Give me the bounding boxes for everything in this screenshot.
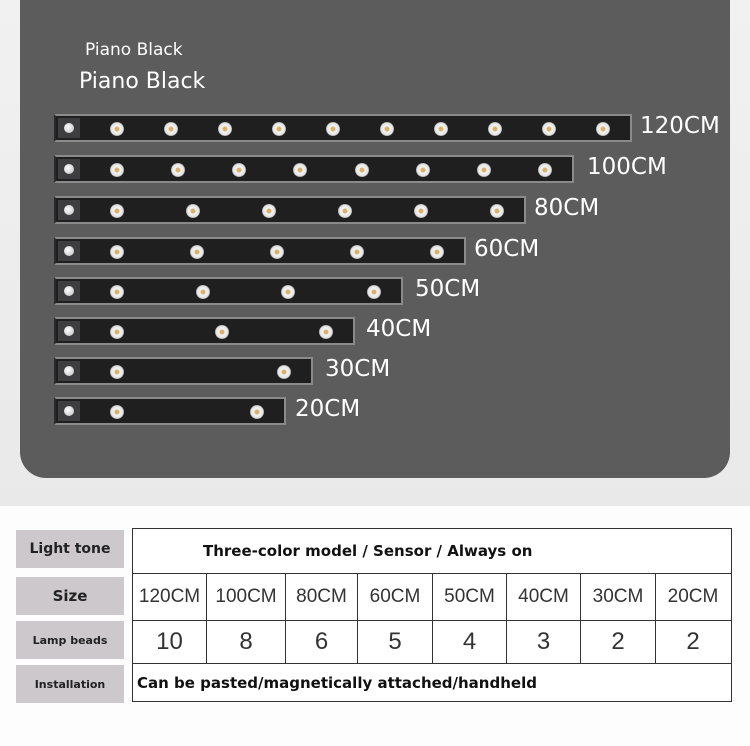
sensor-dot-icon: [64, 366, 74, 376]
color-title-small: Piano Black: [85, 40, 183, 60]
lamp-beads-cell: 6: [286, 621, 358, 663]
size-cell: 80CM: [286, 574, 358, 620]
size-label: 80CM: [534, 195, 600, 221]
light-bar-body: [54, 196, 526, 224]
sensor-endcap-icon: [58, 200, 80, 220]
led-bead-icon: [277, 365, 291, 379]
lamp-beads-cell: 2: [686, 628, 700, 655]
size-cell: 60CM: [358, 574, 433, 620]
sensor-endcap-icon: [58, 361, 80, 381]
led-bead-icon: [250, 405, 264, 419]
led-bead-icon: [110, 365, 124, 379]
led-bead-icon: [186, 204, 200, 218]
led-bead-icon: [232, 163, 246, 177]
led-bead-icon: [281, 285, 295, 299]
led-bead-icon: [110, 245, 124, 259]
lamp-beads-cell: 4: [433, 621, 507, 663]
lamp-beads-cell: 8: [207, 621, 286, 663]
led-bead-icon: [367, 285, 381, 299]
light-bar-body: [54, 155, 574, 183]
size-label: 40CM: [366, 316, 432, 342]
sensor-endcap-icon: [58, 321, 80, 341]
light-bar-body: [54, 397, 286, 425]
size-label: 60CM: [474, 236, 540, 262]
label-lamp-beads: Lamp beads: [16, 621, 124, 659]
lamp-beads-row: [133, 620, 731, 663]
led-bead-icon: [430, 245, 444, 259]
size-label: 120CM: [640, 113, 720, 139]
sensor-endcap-icon: [58, 281, 80, 301]
led-bead-icon: [110, 163, 124, 177]
led-bead-icon: [416, 163, 430, 177]
led-bead-icon: [434, 122, 448, 136]
led-bead-icon: [215, 325, 229, 339]
led-bead-icon: [270, 245, 284, 259]
led-bead-icon: [319, 325, 333, 339]
sensor-dot-icon: [64, 164, 74, 174]
led-bead-icon: [477, 163, 491, 177]
size-label: 50CM: [415, 276, 481, 302]
led-bead-icon: [262, 204, 276, 218]
lamp-beads-cell: 5: [358, 621, 433, 663]
led-bead-icon: [164, 122, 178, 136]
sensor-dot-icon: [64, 205, 74, 215]
installation-row: [133, 663, 731, 701]
led-bead-icon: [538, 163, 552, 177]
sensor-endcap-icon: [58, 159, 80, 179]
label-light-tone: Light tone: [16, 530, 124, 568]
size-cell: 100CM: [207, 574, 286, 620]
label-installation: Installation: [16, 665, 124, 703]
led-bead-icon: [488, 122, 502, 136]
led-bead-icon: [542, 122, 556, 136]
light-bar-body: [54, 277, 403, 305]
lamp-beads-cell: 3: [507, 621, 581, 663]
led-bead-icon: [218, 122, 232, 136]
led-bead-icon: [326, 122, 340, 136]
light-tone-value: Three-color model / Sensor / Always on: [203, 542, 533, 560]
led-bead-icon: [380, 122, 394, 136]
size-label: 20CM: [295, 396, 361, 422]
led-bead-icon: [171, 163, 185, 177]
led-bead-icon: [110, 122, 124, 136]
color-title-large: Piano Black: [79, 69, 206, 94]
led-bead-icon: [196, 285, 210, 299]
size-row: [133, 573, 731, 620]
led-bead-icon: [110, 285, 124, 299]
size-cell: 20CM: [667, 586, 719, 607]
led-bead-icon: [110, 204, 124, 218]
light-bar-body: [54, 357, 313, 385]
light-bar-body: [54, 114, 632, 142]
sensor-dot-icon: [64, 286, 74, 296]
label-size: Size: [16, 577, 124, 615]
spec-table: [132, 528, 732, 702]
led-bead-icon: [338, 204, 352, 218]
sensor-endcap-icon: [58, 118, 80, 138]
led-bead-icon: [490, 204, 504, 218]
sensor-dot-icon: [64, 406, 74, 416]
led-bead-icon: [355, 163, 369, 177]
size-cell: 40CM: [507, 574, 581, 620]
sensor-dot-icon: [64, 123, 74, 133]
sensor-endcap-icon: [58, 241, 80, 261]
led-bead-icon: [110, 325, 124, 339]
size-cell: 120CM: [133, 574, 207, 620]
size-label: 100CM: [587, 154, 667, 180]
lamp-beads-cell: 2: [581, 621, 656, 663]
size-cell: 50CM: [433, 574, 507, 620]
led-bead-icon: [596, 122, 610, 136]
led-bead-icon: [293, 163, 307, 177]
led-bead-icon: [190, 245, 204, 259]
sensor-endcap-icon: [58, 401, 80, 421]
led-bead-icon: [110, 405, 124, 419]
led-bead-icon: [414, 204, 428, 218]
size-label: 30CM: [325, 356, 391, 382]
lamp-beads-cell: 10: [133, 621, 207, 663]
sensor-dot-icon: [64, 246, 74, 256]
installation-value: Can be pasted/magnetically attached/handheld: [137, 673, 537, 692]
sensor-dot-icon: [64, 326, 74, 336]
led-bead-icon: [350, 245, 364, 259]
light-bar-body: [54, 237, 466, 265]
led-bead-icon: [272, 122, 286, 136]
light-bar-body: [54, 317, 355, 345]
size-cell: 30CM: [581, 574, 656, 620]
